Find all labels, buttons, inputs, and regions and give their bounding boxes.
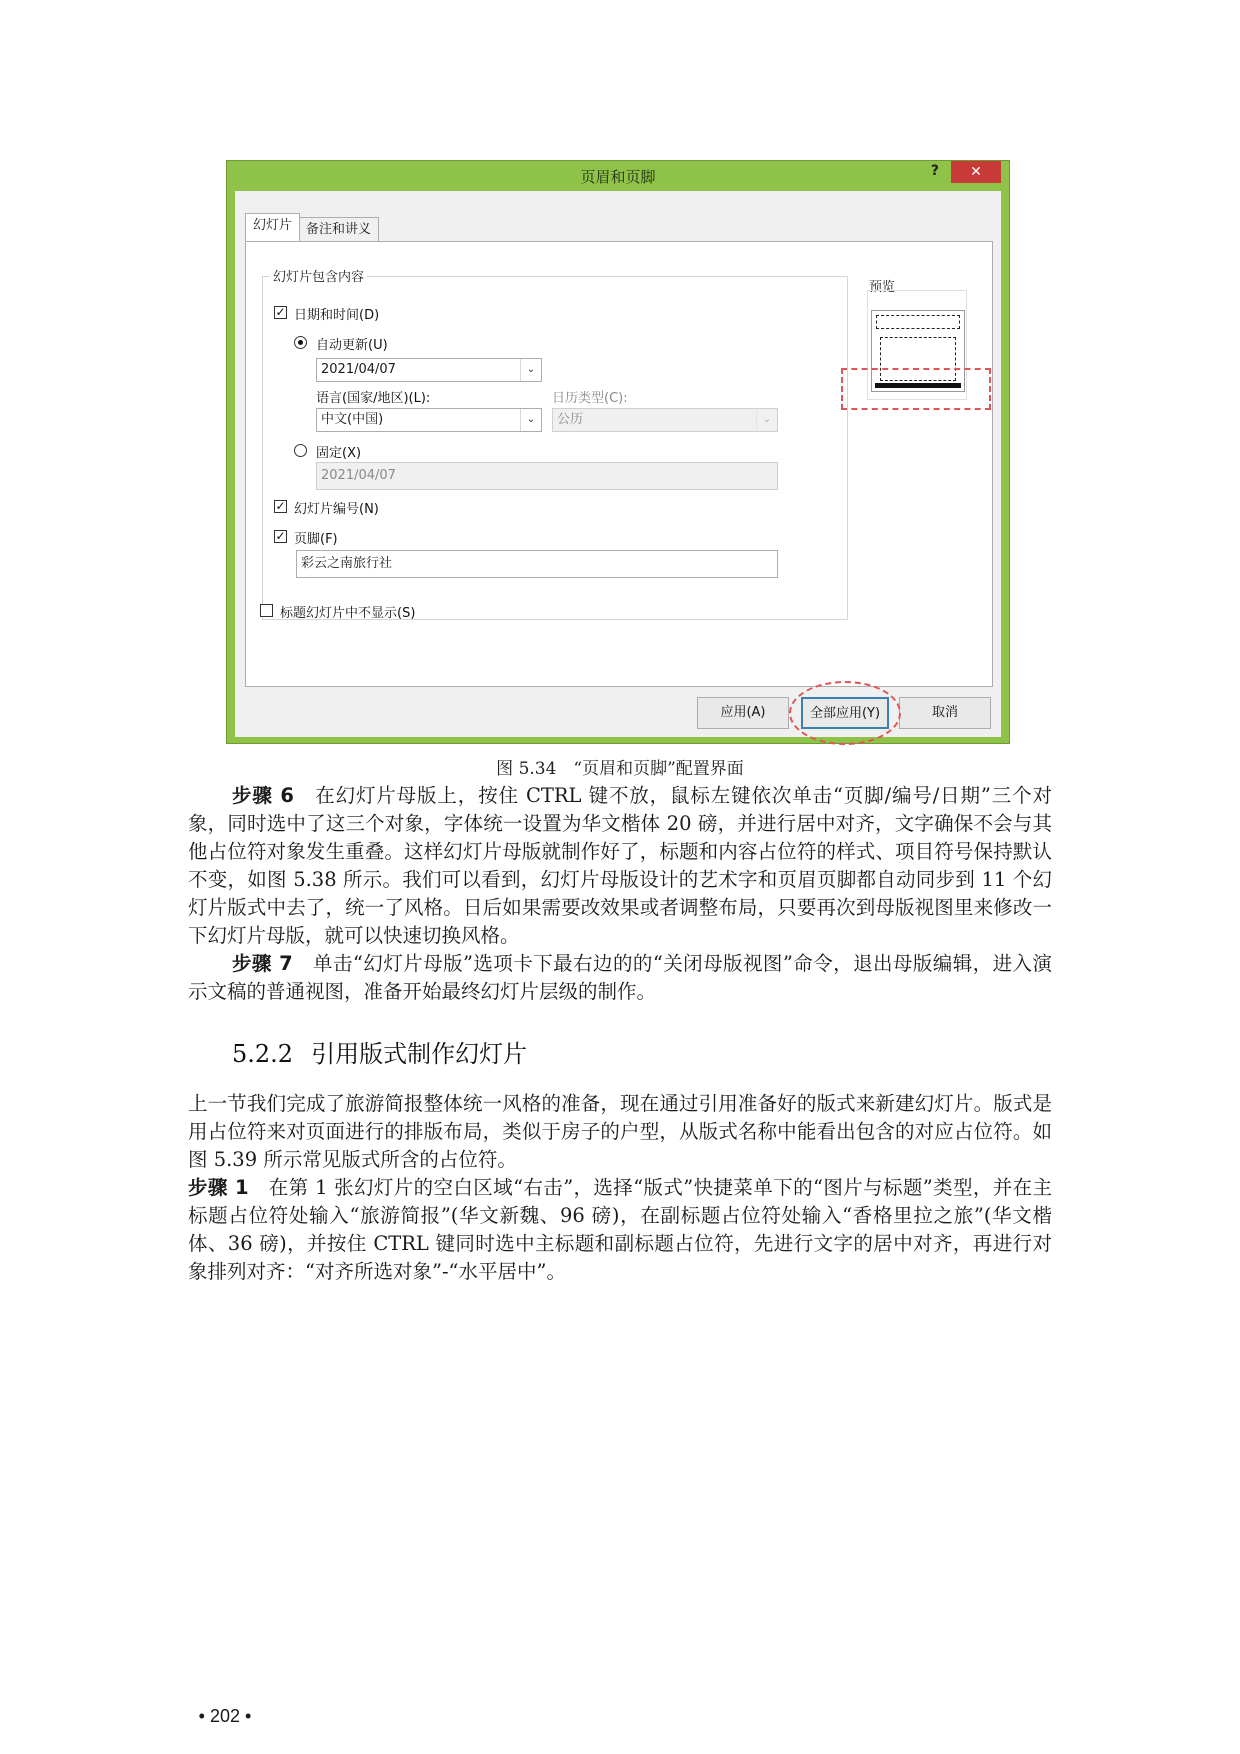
language-label: 语言(国家/地区)(L):	[316, 391, 431, 406]
calendar-type-value: 公历	[557, 412, 584, 427]
paragraph-text: 在幻灯片母版上，按住 CTRL 键不放，鼠标左键依次单击“页脚/编号/日期”三个对象，同时选中了这三个对象，字体统一设置为华文楷体 20 磅，并进行居中对齐，文字确保不会与其他占位符对象发生重叠。这样幻灯片母版就制作好了，标题和内容占位符的样式、项目符号保持默认不变，如图 5.38 所示。我们可以看到，幻灯片母版设计的艺术字和页眉页脚都自动同步到 11 个幻灯片版式中去了，统一了风格。日后如果需要改效果或者调整布局，只要再次到母版视图里来修改一下幻灯片母版，就可以快速切换风格。	[188, 784, 1052, 947]
paragraph-text: 单击“幻灯片母版”选项卡下最右边的的“关闭母版视图”命令，退出母版编辑，进入演示文稿的普通视图，准备开始最终幻灯片层级的制作。	[188, 952, 1052, 1003]
paragraph-step-6	[188, 782, 1052, 950]
paragraph-intro	[188, 1090, 1052, 1174]
date-time-label: 日期和时间(D)	[294, 308, 380, 323]
tab-slide[interactable]: 幻灯片	[245, 213, 300, 241]
fixed-label: 固定(X)	[316, 446, 362, 461]
paragraph-step-1	[188, 1174, 1052, 1286]
section-heading	[232, 1034, 527, 1069]
fixed-date-input[interactable]: 2021/04/07	[316, 462, 778, 490]
auto-date-select[interactable]	[316, 358, 542, 382]
date-time-checkbox[interactable]: ✓	[275, 305, 286, 319]
header-footer-dialog	[226, 160, 1010, 744]
step-label: 步骤 6	[232, 784, 294, 807]
close-button[interactable]: ✕	[951, 161, 1001, 183]
dialog-title: 页眉和页脚	[580, 168, 656, 186]
fixed-radio[interactable]	[294, 444, 307, 457]
step-label: 步骤 7	[232, 952, 293, 975]
slide-number-checkbox[interactable]: ✓	[275, 499, 286, 513]
language-select[interactable]	[316, 408, 542, 432]
tab-notes-handouts[interactable]: 备注和讲义	[298, 217, 379, 241]
help-icon[interactable]: ?	[930, 163, 939, 179]
group-title: 幻灯片包含内容	[270, 266, 367, 285]
section-number: 5.2.2	[232, 1040, 294, 1068]
chevron-down-icon: ⌄	[520, 359, 541, 381]
tab-panel	[245, 241, 993, 687]
auto-date-value: 2021/04/07	[321, 362, 396, 377]
preview-highlight-mark	[841, 368, 991, 410]
section-title: 引用版式制作幻灯片	[311, 1040, 528, 1068]
auto-update-label: 自动更新(U)	[316, 338, 388, 353]
hide-on-title-label: 标题幻灯片中不显示(S)	[280, 606, 416, 621]
paragraph-step-7	[188, 950, 1052, 1006]
apply-all-button[interactable]: 全部应用(Y)	[801, 697, 889, 729]
preview-header-placeholder	[876, 315, 960, 329]
apply-all-highlight-mark	[789, 681, 901, 745]
calendar-type-label: 日历类型(C):	[552, 391, 628, 406]
figure-caption: 图 5.34 “页眉和页脚”配置界面	[496, 759, 744, 779]
footer-checkbox[interactable]: ✓	[275, 529, 286, 543]
auto-update-radio[interactable]	[294, 336, 307, 349]
page-number: • 202 •	[198, 1706, 252, 1726]
hide-on-title-checkbox[interactable]	[260, 604, 273, 617]
chevron-down-icon: ⌄	[756, 409, 777, 431]
footer-text-input[interactable]: 彩云之南旅行社	[296, 550, 778, 578]
paragraph-text: 在第 1 张幻灯片的空白区域“右击”，选择“版式”快捷菜单下的“图片与标题”类型，并在主标题占位符处输入“旅游简报”(华文新魏、96 磅)，在副标题占位符处输入“香格里拉之旅”(华文楷体、36 磅)，并按住 CTRL 键同时选中主标题和副标题占位符，先进行文字的居中对齐，再进行对象排列对齐：“对齐所选对象”-“水平居中”。	[188, 1176, 1052, 1283]
cancel-button[interactable]: 取消	[899, 697, 991, 729]
apply-button[interactable]: 应用(A)	[697, 697, 789, 729]
language-value: 中文(中国)	[321, 412, 384, 427]
paragraph-text: 上一节我们完成了旅游简报整体统一风格的准备，现在通过引用准备好的版式来新建幻灯片。版式是用占位符来对页面进行的排版布局，类似于房子的户型，从版式名称中能看出包含的对应占位符。如图 5.39 所示常见版式所含的占位符。	[188, 1092, 1052, 1171]
footer-label: 页脚(F)	[294, 532, 338, 547]
preview-label: 预览	[869, 280, 896, 295]
slide-number-label: 幻灯片编号(N)	[294, 502, 379, 517]
chevron-down-icon: ⌄	[520, 409, 541, 431]
step-label: 步骤 1	[188, 1176, 249, 1199]
dialog-body	[235, 191, 1001, 737]
calendar-type-select[interactable]	[552, 408, 778, 432]
